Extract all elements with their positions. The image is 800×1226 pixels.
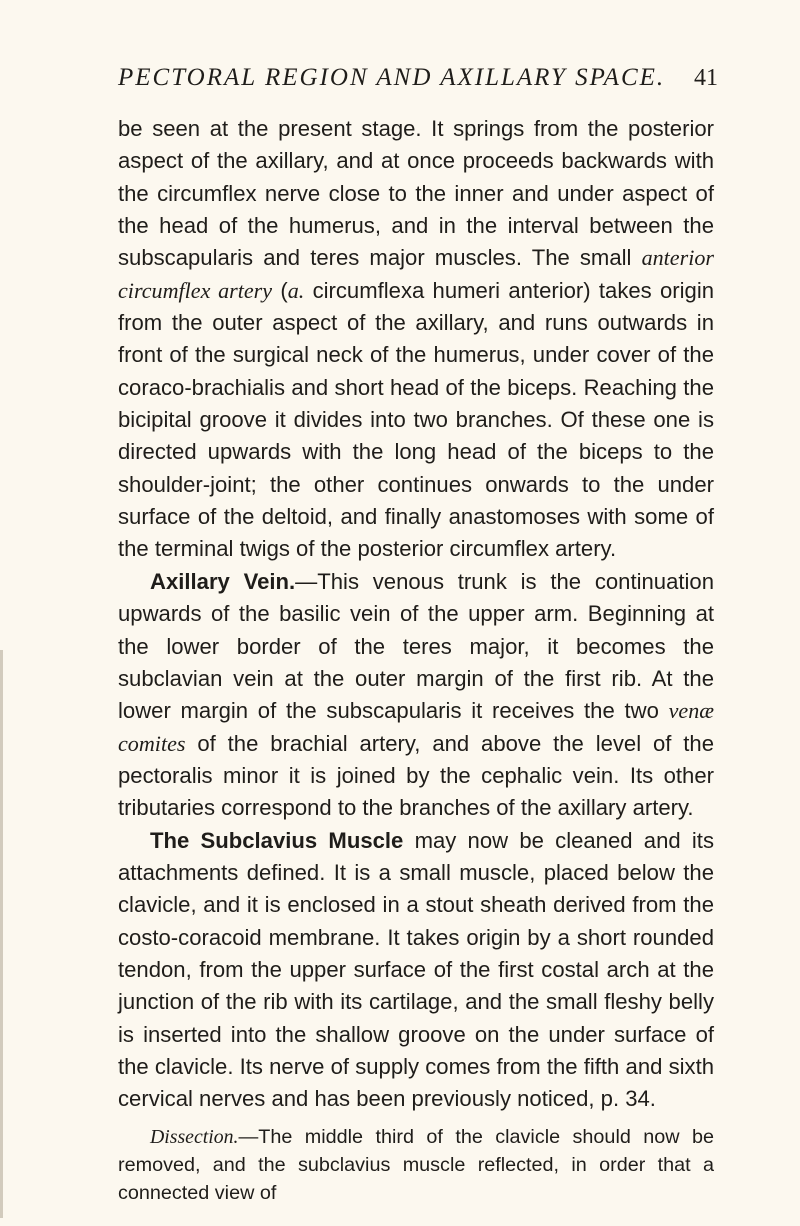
italic-venae-comites: venæ comites — [118, 698, 714, 756]
section-heading-axillary-vein: Axillary Vein. — [150, 568, 296, 594]
paragraph-text-part-2: ( — [272, 277, 288, 303]
paragraph-text-part-1: —The middle third of the clavicle should now be removed, and the subclavius muscle reflected, in order that a connected view of — [118, 1125, 714, 1204]
italic-dissection-label: Dissection. — [150, 1125, 239, 1148]
running-title: PECTORAL REGION AND AXILLARY SPACE. — [118, 64, 666, 91]
italic-anterior-circumflex-artery: anterior circumflex artery — [118, 245, 714, 303]
paragraph-posterior-circumflex — [118, 113, 714, 566]
paragraph-text-part-3: circumflexa humeri anterior) takes origin from the outer aspect of the axillary, and runs outwards in front of the surgical neck of the humerus, under cover of the coraco-brachialis and short head of the biceps. Reaching the bicipital groove it divides into two branches. Of these one is directed upwards with the long head of the biceps to the shoulder-joint; the other continues onwards to the under surface of the deltoid, and finally anastomoses with some of the terminal twigs of the posterior circumflex artery. — [118, 277, 715, 562]
running-header — [118, 64, 718, 96]
paragraph-text-part-1: —This venous trunk is the continuation upwards of the basilic vein of the upper arm. Beginning at the lower border of the teres major, it becomes the subclavian vein at the outer margin of the first rib. At the lower margin of the subscapularis it receives the two — [118, 568, 714, 724]
page-number: 41 — [694, 65, 718, 91]
paragraph-text-part-2: of the brachial artery, and above the level of the pectoralis minor it is joined by the cephalic vein. Its other tributaries correspond to the branches of the axillary artery. — [118, 730, 714, 821]
italic-abbreviation: a. — [287, 277, 305, 303]
body-text — [118, 113, 714, 1226]
paragraph-axillary-vein — [118, 566, 714, 825]
page-edge-shadow — [0, 650, 3, 1218]
paragraph-text-part-1: be seen at the present stage. It springs from the posterior aspect of the axillary, and at once proceeds backwards with the circumflex nerve close to the inner and under aspect of the head of the humerus, and in the interval between the subscapularis and teres major muscles. The small — [118, 116, 714, 271]
section-heading-subclavius-muscle: The Subclavius Muscle — [150, 827, 404, 853]
paragraph-dissection — [118, 1123, 714, 1207]
paragraph-text-part-1: may now be cleaned and its attachments defined. It is a small muscle, placed below the clavicle, and it is enclosed in a stout sheath derived from the costo-coracoid membrane. It takes origin by a short rounded tendon, from the upper surface of the first costal arch at the junction of the rib with its cartilage, and the small fleshy belly is inserted into the shallow groove on the under surface of the clavicle. Its nerve of supply comes from the fifth and sixth cervical nerves and has been previously noticed, p. 34. — [118, 827, 714, 1112]
paragraph-subclavius-muscle — [118, 825, 714, 1116]
